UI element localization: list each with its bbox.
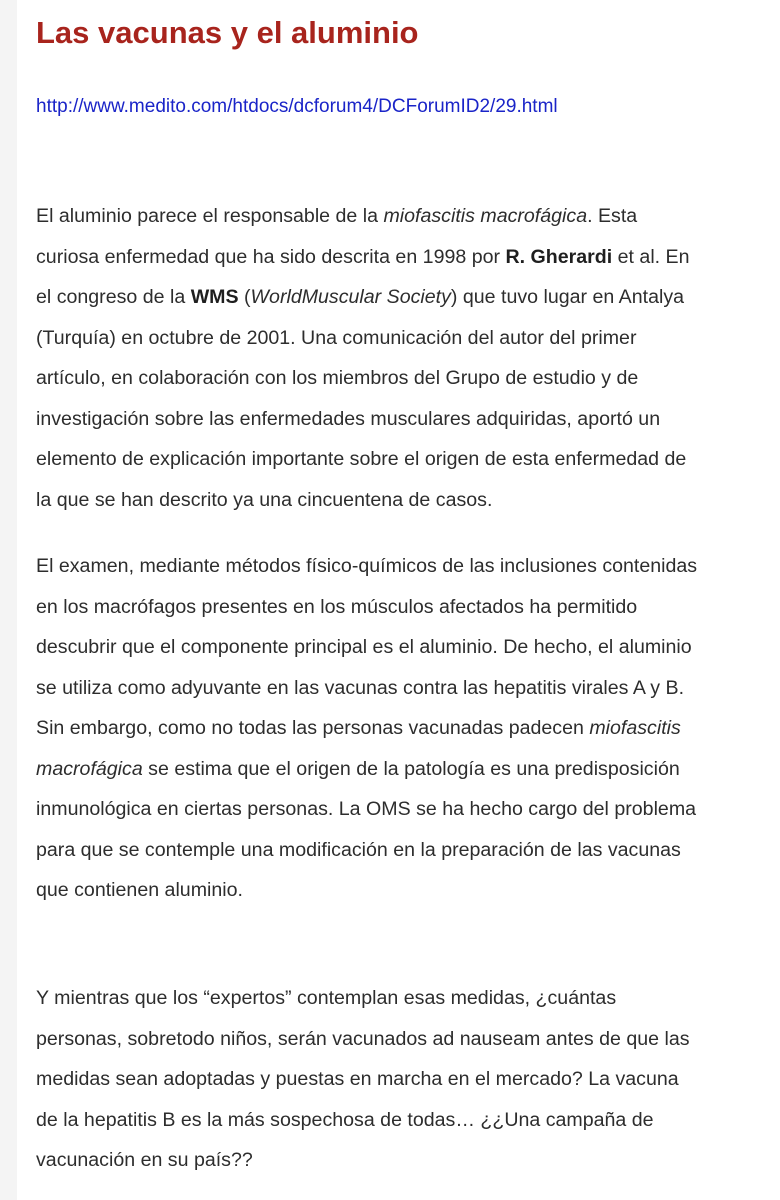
paragraph-line: que contienen aluminio. xyxy=(36,879,243,901)
left-gutter xyxy=(0,0,17,1200)
paragraph-line: el congreso de la WMS (WorldMuscular Society) que tuvo lugar en Antalya xyxy=(36,286,685,308)
paragraph-line: de la hepatitis B es la más sospechosa de todas… ¿¿Una campaña de xyxy=(36,1108,654,1131)
source-link[interactable]: http://www.medito.com/htdocs/dcforum4/DCForumID2/29.html xyxy=(36,96,558,117)
paragraph-line: artículo, en colaboración con los miembros del Grupo de estudio y de xyxy=(36,367,639,389)
paragraph-line: descubrir que el componente principal es el aluminio. De hecho, el aluminio xyxy=(36,636,692,658)
paragraph-line: Sin embargo, como no todas las personas vacunadas padecen miofascitis xyxy=(36,717,681,739)
paragraph-line: vacunación en su país?? xyxy=(36,1149,253,1171)
paragraph-line: Y mientras que los “expertos” contemplan esas medidas, ¿cuántas xyxy=(36,987,617,1009)
paragraph-line: investigación sobre las enfermedades musculares adquiridas, aportó un xyxy=(36,407,661,430)
paragraph-line: se utiliza como adyuvante en las vacunas contra las hepatitis virales A y B. xyxy=(36,676,685,699)
paragraph-line: (Turquía) en octubre de 2001. Una comunicación del autor del primer xyxy=(36,326,637,349)
paragraph-2 xyxy=(36,546,752,911)
paragraph-line: la que se han descrito ya una cincuentena de casos. xyxy=(36,488,493,511)
paragraph-line: El aluminio parece el responsable de la miofascitis macrofágica. Esta xyxy=(36,205,638,227)
paragraph-line: medidas sean adoptadas y puestas en marcha en el mercado? La vacuna xyxy=(36,1068,679,1090)
paragraph-line: curiosa enfermedad que ha sido descrita en 1998 por R. Gherardi et al. En xyxy=(36,245,690,268)
paragraph-line: en los macrófagos presentes en los músculos afectados ha permitido xyxy=(36,595,638,618)
paragraph-line: para que se contemple una modificación en la preparación de las vacunas xyxy=(36,838,681,861)
paragraph-line: El examen, mediante métodos físico-químicos de las inclusiones contenidas xyxy=(36,555,698,577)
paragraph-line: inmunológica en ciertas personas. La OMS se ha hecho cargo del problema xyxy=(36,798,697,820)
paragraph-3 xyxy=(36,978,752,1181)
paragraph-line: personas, sobretodo niños, serán vacunados ad nauseam antes de que las xyxy=(36,1027,690,1050)
page-title: Las vacunas y el aluminio xyxy=(36,15,419,50)
paragraph-line: macrofágica se estima que el origen de la patología es una predisposición xyxy=(36,757,680,780)
paragraph-line: elemento de explicación importante sobre el origen de esta enfermedad de xyxy=(36,448,687,470)
paragraph-1 xyxy=(36,196,752,520)
